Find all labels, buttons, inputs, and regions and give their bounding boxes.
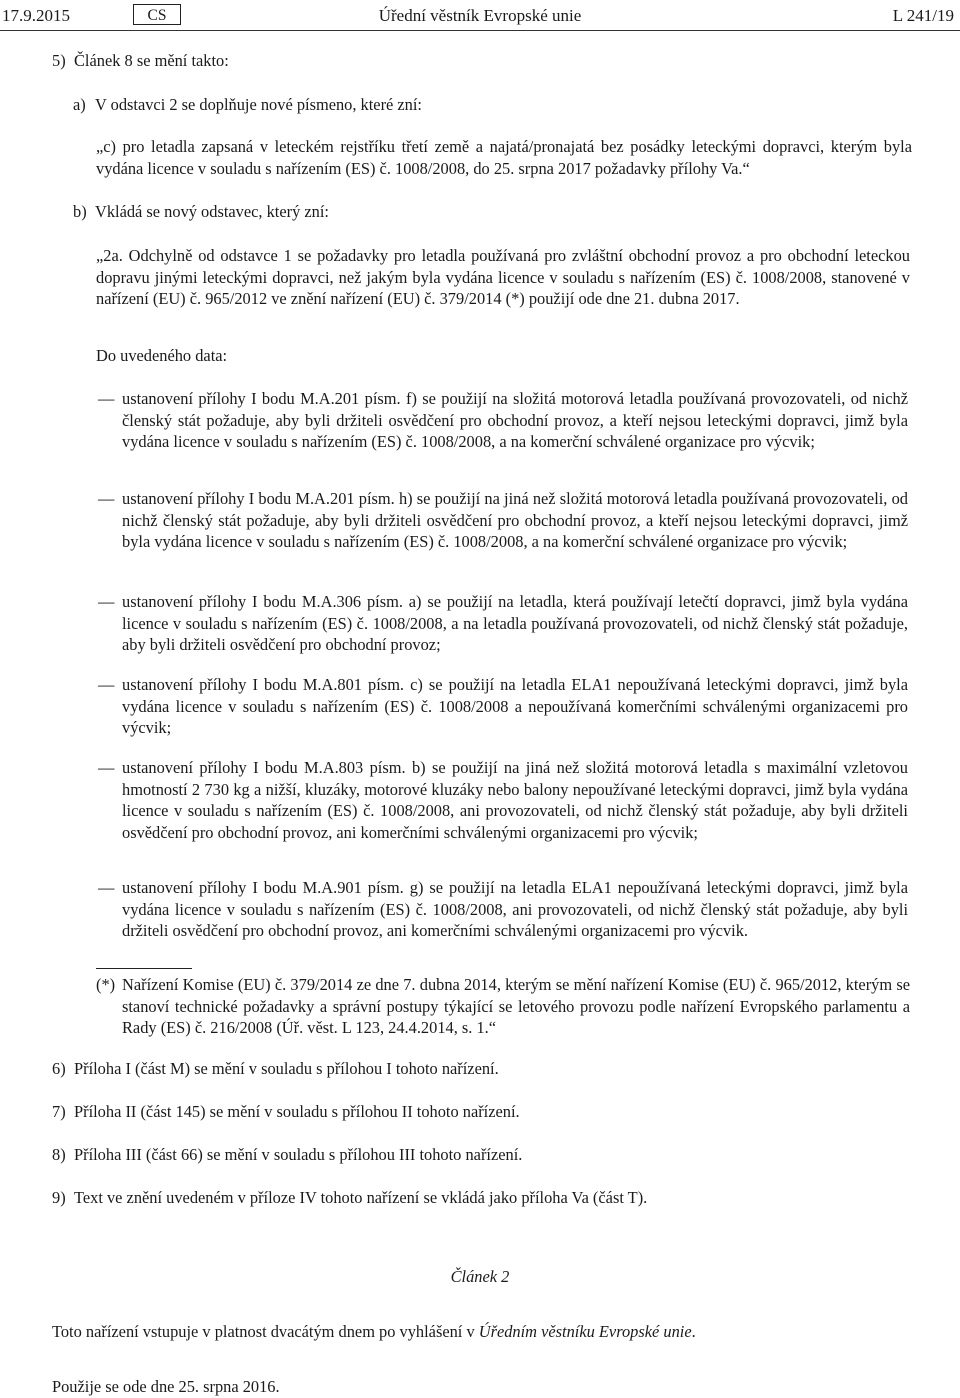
page-reference: L 241/19 <box>892 6 954 25</box>
item-text: Vkládá se nový odstavec, který zní: <box>95 202 329 221</box>
journal-name: Úředním věstníku Evropské unie <box>478 1322 692 1341</box>
footnote-rule <box>96 968 192 969</box>
article-heading: Článek 2 <box>450 1267 510 1286</box>
item-label: a) <box>73 95 86 114</box>
language-badge: CS <box>133 4 181 25</box>
header-rule <box>0 30 960 31</box>
dash-item-text: ustanovení přílohy I bodu M.A.201 písm. h) se použijí na jiná než složitá motorová letadla používaná provozovateli, od nichž členský stát požaduje, aby byli držiteli osvědčení pro obchodní provoz, a kteří nejsou leteckými dopravci, jimž byla vydána licence v souladu s nařízením (ES) č. 1008/2008, a na komerční schválené organizace pro výcvik; <box>122 489 908 551</box>
header-date: 17.9.2015 <box>2 6 70 25</box>
item-text: Příloha I (část M) se mění v souladu s přílohou I tohoto nařízení. <box>74 1059 499 1078</box>
page-header <box>0 5 960 27</box>
dash-item-text: ustanovení přílohy I bodu M.A.201 písm. f) se použijí na složitá motorová letadla používaná provozovateli, od nichž členský stát požaduje, aby byli držiteli osvědčení pro obchodní provoz, a kteří nejsou leteckými dopravci, jimž byla vydána licence v souladu s nařízením (ES) č. 1008/2008, a na komerční schválené organizace pro výcvik; <box>122 389 908 451</box>
dash-marker: — <box>98 758 115 777</box>
dash-marker: — <box>98 675 115 694</box>
footnote-text: Nařízení Komise (EU) č. 379/2014 ze dne 7. dubna 2014, kterým se mění nařízení Komise (EU) č. 965/2012, kterým se stanoví technické požadavky a správní postupy týkající se letového provozu podle nařízení Evropského parlamentu a Rady (ES) č. 216/2008 (Úř. věst. L 123, 24.4.2014, s. 1.“ <box>122 975 910 1037</box>
dash-item-text: ustanovení přílohy I bodu M.A.803 písm. b) se použijí na jiná než složitá motorová letadla s maximální vzletovou hmotností 2 730 kg a nižší, kluzáky, motorové kluzáky nebo balony nepoužívané leteckými dopravci, jimž byla vydána licence v souladu s nařízením (ES) č. 1008/2008, ani provozovateli, od nichž členský stát požaduje, aby byli držiteli osvědčení pro obchodní provoz, ani komerčními schválenými organizacemi pro výcvik; <box>122 758 908 842</box>
dash-item-text: ustanovení přílohy I bodu M.A.801 písm. c) se použijí na letadla ELA1 nepoužívaná leteckými dopravci, jimž byla vydána licence v souladu s nařízením (ES) č. 1008/2008 a nepoužívaná komerčními schválenými organizacemi pro výcvik; <box>122 675 908 737</box>
dash-marker: — <box>98 878 115 897</box>
dash-item-text: ustanovení přílohy I bodu M.A.901 písm. g) se použijí na letadla ELA1 nepoužívaná leteckými dopravci, jimž byla vydána licence v souladu s nařízením (ES) č. 1008/2008, ani provozovateli, od nichž členský stát požaduje, aby byli držiteli osvědčení pro obchodní provoz, ani komerčními schválenými organizacemi pro výcvik. <box>122 878 908 940</box>
item-text: Článek 8 se mění takto: <box>74 51 229 70</box>
item-label: b) <box>73 202 87 221</box>
entry-text-pre: Toto nařízení vstupuje v platnost dvacátým dnem po vyhlášení v <box>52 1322 479 1341</box>
item-text: Příloha II (část 145) se mění v souladu s přílohou II tohoto nařízení. <box>74 1102 520 1121</box>
paragraph-2a: „2a. Odchylně od odstavce 1 se požadavky pro letadla používaná pro zvláštní obchodní provoz a pro obchodní leteckou dopravu jinými leteckými dopravci, než jakým byla vydána licence v souladu s nařízením (ES) č. 1008/2008, stanovené v nařízení (EU) č. 965/2012 ve znění nařízení (EU) č. 379/2014 (*) použijí ode dne 21. dubna 2017. <box>96 246 910 308</box>
point-c-text: „c) pro letadla zapsaná v leteckém rejstříku třetí země a najatá/pronajatá bez posádky leteckými dopravci, kterým byla vydána licence v souladu s nařízením (ES) č. 1008/2008, do 25. srpna 2017 požadavky přílohy Va.“ <box>96 137 912 178</box>
item-label: 8) <box>52 1145 66 1164</box>
dash-marker: — <box>98 389 115 408</box>
item-label: 7) <box>52 1102 66 1121</box>
item-text: Text ve znění uvedeném v příloze IV tohoto nařízení se vkládá jako příloha Va (část T). <box>74 1188 648 1207</box>
footnote-mark: (*) <box>96 975 116 994</box>
dash-marker: — <box>98 592 115 611</box>
item-label: 9) <box>52 1188 66 1207</box>
item-text: Příloha III (část 66) se mění v souladu s přílohou III tohoto nařízení. <box>74 1145 523 1164</box>
entry-into-force <box>52 1321 912 1343</box>
entry-text-post: . <box>691 1322 696 1341</box>
item-label: 5) <box>52 51 66 70</box>
dash-marker: — <box>98 489 115 508</box>
until-date-label: Do uvedeného data: <box>96 346 228 365</box>
item-label: 6) <box>52 1059 66 1078</box>
applies-from: Použije se ode dne 25. srpna 2016. <box>52 1377 280 1396</box>
journal-title: Úřední věstník Evropské unie <box>378 6 582 25</box>
dash-item-text: ustanovení přílohy I bodu M.A.306 písm. a) se použijí na letadla, která používají letečtí dopravci, jimž byla vydána licence v souladu s nařízením (ES) č. 1008/2008, a na letadla používaná provozovateli, od nichž členský stát požaduje, aby byli držiteli osvědčení pro obchodní provoz; <box>122 592 908 654</box>
item-text: V odstavci 2 se doplňuje nové písmeno, které zní: <box>95 95 422 114</box>
